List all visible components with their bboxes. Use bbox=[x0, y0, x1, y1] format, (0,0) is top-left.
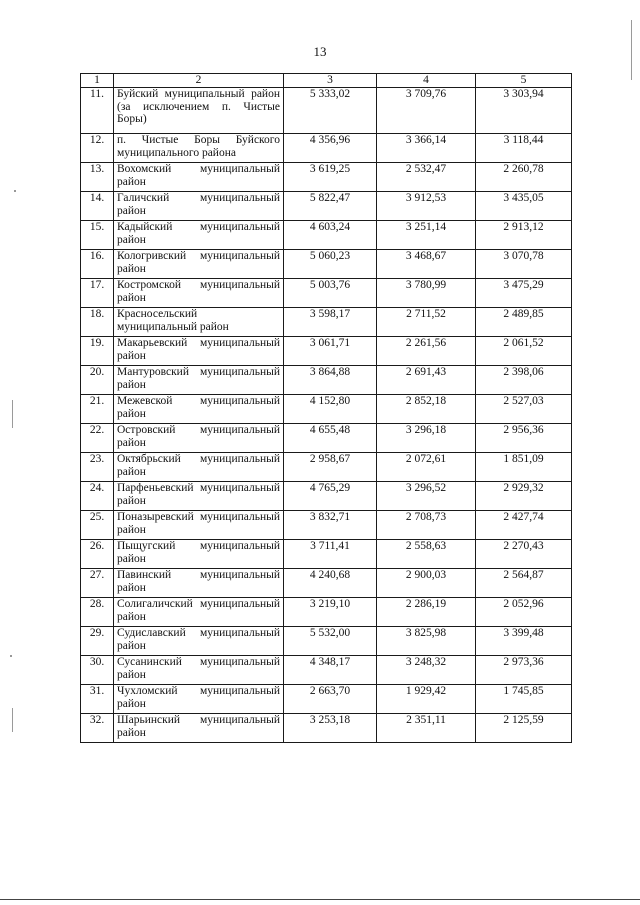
table-row bbox=[81, 511, 572, 540]
row-number: 27. bbox=[81, 569, 114, 598]
row-value-col5: 2 398,06 bbox=[476, 366, 572, 395]
row-number: 14. bbox=[81, 192, 114, 221]
scan-margin-mark bbox=[12, 400, 13, 428]
row-value-col5: 3 303,94 bbox=[476, 88, 572, 134]
table-row bbox=[81, 627, 572, 656]
row-value-col5: 2 913,12 bbox=[476, 221, 572, 250]
row-value-col4: 2 532,47 bbox=[377, 163, 476, 192]
row-value-col5: 2 564,87 bbox=[476, 569, 572, 598]
scan-dot bbox=[14, 190, 16, 192]
row-value-col3: 4 655,48 bbox=[284, 424, 377, 453]
row-value-col3: 5 822,47 bbox=[284, 192, 377, 221]
column-header: 2 bbox=[114, 74, 284, 88]
table-row bbox=[81, 395, 572, 424]
scan-margin-mark bbox=[12, 708, 13, 732]
row-number: 11. bbox=[81, 88, 114, 134]
row-value-col4: 2 691,43 bbox=[377, 366, 476, 395]
row-number: 32. bbox=[81, 714, 114, 743]
row-value-col5: 2 489,85 bbox=[476, 308, 572, 337]
row-value-col3: 4 348,17 bbox=[284, 656, 377, 685]
row-district-name: Костромской муниципальный район bbox=[114, 279, 284, 308]
table-row bbox=[81, 221, 572, 250]
row-value-col3: 3 253,18 bbox=[284, 714, 377, 743]
row-district-name: Макарьевский муниципальный район bbox=[114, 337, 284, 366]
row-value-col4: 3 248,32 bbox=[377, 656, 476, 685]
row-number: 17. bbox=[81, 279, 114, 308]
row-value-col5: 2 527,03 bbox=[476, 395, 572, 424]
row-value-col3: 3 832,71 bbox=[284, 511, 377, 540]
row-value-col4: 2 900,03 bbox=[377, 569, 476, 598]
row-value-col4: 2 711,52 bbox=[377, 308, 476, 337]
row-value-col4: 3 709,76 bbox=[377, 88, 476, 134]
row-district-name: Межевской муниципальный район bbox=[114, 395, 284, 424]
row-value-col4: 3 825,98 bbox=[377, 627, 476, 656]
row-district-name: Буйский муниципальный район (за исключением п. Чистые Боры) bbox=[114, 88, 284, 134]
row-value-col3: 5 003,76 bbox=[284, 279, 377, 308]
row-value-col3: 5 532,00 bbox=[284, 627, 377, 656]
column-header: 1 bbox=[81, 74, 114, 88]
row-district-name: Красносельский муниципальный район bbox=[114, 308, 284, 337]
row-district-name: Галичский муниципальный район bbox=[114, 192, 284, 221]
row-value-col5: 3 435,05 bbox=[476, 192, 572, 221]
row-district-name: Чухломский муниципальный район bbox=[114, 685, 284, 714]
row-value-col3: 5 060,23 bbox=[284, 250, 377, 279]
table-row bbox=[81, 308, 572, 337]
row-value-col5: 2 270,43 bbox=[476, 540, 572, 569]
row-value-col4: 3 296,18 bbox=[377, 424, 476, 453]
row-value-col3: 4 240,68 bbox=[284, 569, 377, 598]
column-header: 4 bbox=[377, 74, 476, 88]
row-value-col5: 1 745,85 bbox=[476, 685, 572, 714]
row-value-col5: 2 125,59 bbox=[476, 714, 572, 743]
row-value-col4: 2 286,19 bbox=[377, 598, 476, 627]
row-district-name: Павинский муниципальный район bbox=[114, 569, 284, 598]
row-value-col4: 3 912,53 bbox=[377, 192, 476, 221]
row-value-col5: 2 052,96 bbox=[476, 598, 572, 627]
row-value-col4: 2 852,18 bbox=[377, 395, 476, 424]
row-number: 20. bbox=[81, 366, 114, 395]
row-value-col5: 2 061,52 bbox=[476, 337, 572, 366]
row-number: 21. bbox=[81, 395, 114, 424]
row-value-col3: 3 711,41 bbox=[284, 540, 377, 569]
table-row bbox=[81, 714, 572, 743]
row-value-col4: 3 296,52 bbox=[377, 482, 476, 511]
row-number: 16. bbox=[81, 250, 114, 279]
row-district-name: Сусанинский муниципальный район bbox=[114, 656, 284, 685]
row-value-col3: 4 356,96 bbox=[284, 134, 377, 163]
scan-bottom-edge bbox=[0, 899, 640, 900]
row-number: 28. bbox=[81, 598, 114, 627]
row-value-col3: 4 152,80 bbox=[284, 395, 377, 424]
table-row bbox=[81, 482, 572, 511]
row-district-name: Октябрьский муниципальный район bbox=[114, 453, 284, 482]
row-district-name: Мантуровский муниципальный район bbox=[114, 366, 284, 395]
row-number: 18. bbox=[81, 308, 114, 337]
row-number: 15. bbox=[81, 221, 114, 250]
table-row bbox=[81, 453, 572, 482]
scan-margin-mark bbox=[631, 20, 632, 80]
scan-dot bbox=[10, 655, 12, 657]
table-row bbox=[81, 279, 572, 308]
row-value-col3: 3 619,25 bbox=[284, 163, 377, 192]
row-number: 31. bbox=[81, 685, 114, 714]
row-number: 25. bbox=[81, 511, 114, 540]
row-value-col5: 3 118,44 bbox=[476, 134, 572, 163]
table-row bbox=[81, 569, 572, 598]
row-value-col5: 3 399,48 bbox=[476, 627, 572, 656]
row-number: 12. bbox=[81, 134, 114, 163]
row-number: 29. bbox=[81, 627, 114, 656]
row-district-name: Кологривский муниципальный район bbox=[114, 250, 284, 279]
row-number: 22. bbox=[81, 424, 114, 453]
table-row bbox=[81, 540, 572, 569]
row-number: 23. bbox=[81, 453, 114, 482]
table-row bbox=[81, 337, 572, 366]
table-row bbox=[81, 250, 572, 279]
table-row bbox=[81, 685, 572, 714]
row-number: 30. bbox=[81, 656, 114, 685]
row-value-col3: 2 663,70 bbox=[284, 685, 377, 714]
row-district-name: Шарьинский муниципальный район bbox=[114, 714, 284, 743]
table-row bbox=[81, 366, 572, 395]
row-value-col4: 2 072,61 bbox=[377, 453, 476, 482]
row-value-col4: 3 780,99 bbox=[377, 279, 476, 308]
row-value-col4: 3 468,67 bbox=[377, 250, 476, 279]
row-value-col5: 2 956,36 bbox=[476, 424, 572, 453]
row-value-col3: 3 219,10 bbox=[284, 598, 377, 627]
row-district-name: Судиславский муниципальный район bbox=[114, 627, 284, 656]
row-value-col4: 2 708,73 bbox=[377, 511, 476, 540]
table-row bbox=[81, 598, 572, 627]
table-row bbox=[81, 163, 572, 192]
column-header: 5 bbox=[476, 74, 572, 88]
row-value-col4: 3 251,14 bbox=[377, 221, 476, 250]
row-number: 26. bbox=[81, 540, 114, 569]
row-value-col4: 3 366,14 bbox=[377, 134, 476, 163]
data-table bbox=[80, 73, 572, 743]
column-header: 3 bbox=[284, 74, 377, 88]
row-value-col3: 3 864,88 bbox=[284, 366, 377, 395]
table-row bbox=[81, 656, 572, 685]
row-number: 13. bbox=[81, 163, 114, 192]
table-row bbox=[81, 134, 572, 163]
row-district-name: Кадыйский муниципальный район bbox=[114, 221, 284, 250]
row-value-col4: 2 351,11 bbox=[377, 714, 476, 743]
row-value-col4: 2 558,63 bbox=[377, 540, 476, 569]
row-value-col5: 1 851,09 bbox=[476, 453, 572, 482]
page-number: 13 bbox=[313, 44, 327, 59]
row-district-name: Пыщугский муниципальный район bbox=[114, 540, 284, 569]
row-value-col5: 3 070,78 bbox=[476, 250, 572, 279]
row-value-col3: 3 061,71 bbox=[284, 337, 377, 366]
row-value-col3: 2 958,67 bbox=[284, 453, 377, 482]
row-district-name: Островский муниципальный район bbox=[114, 424, 284, 453]
row-district-name: Парфеньевский муниципальный район bbox=[114, 482, 284, 511]
table-row bbox=[81, 192, 572, 221]
row-value-col3: 5 333,02 bbox=[284, 88, 377, 134]
row-district-name: Солигаличский муниципальный район bbox=[114, 598, 284, 627]
row-value-col4: 2 261,56 bbox=[377, 337, 476, 366]
row-value-col3: 3 598,17 bbox=[284, 308, 377, 337]
table-body bbox=[81, 88, 572, 743]
row-value-col5: 2 929,32 bbox=[476, 482, 572, 511]
row-district-name: п. Чистые Боры Буйского муниципального района bbox=[114, 134, 284, 163]
row-value-col5: 2 260,78 bbox=[476, 163, 572, 192]
row-value-col3: 4 603,24 bbox=[284, 221, 377, 250]
table-row bbox=[81, 88, 572, 134]
header-row bbox=[81, 74, 572, 88]
row-number: 19. bbox=[81, 337, 114, 366]
row-number: 24. bbox=[81, 482, 114, 511]
row-value-col3: 4 765,29 bbox=[284, 482, 377, 511]
row-value-col5: 2 427,74 bbox=[476, 511, 572, 540]
row-value-col5: 2 973,36 bbox=[476, 656, 572, 685]
row-value-col5: 3 475,29 bbox=[476, 279, 572, 308]
row-district-name: Вохомский муниципальный район bbox=[114, 163, 284, 192]
row-value-col4: 1 929,42 bbox=[377, 685, 476, 714]
table-row bbox=[81, 424, 572, 453]
row-district-name: Поназыревский муниципальный район bbox=[114, 511, 284, 540]
